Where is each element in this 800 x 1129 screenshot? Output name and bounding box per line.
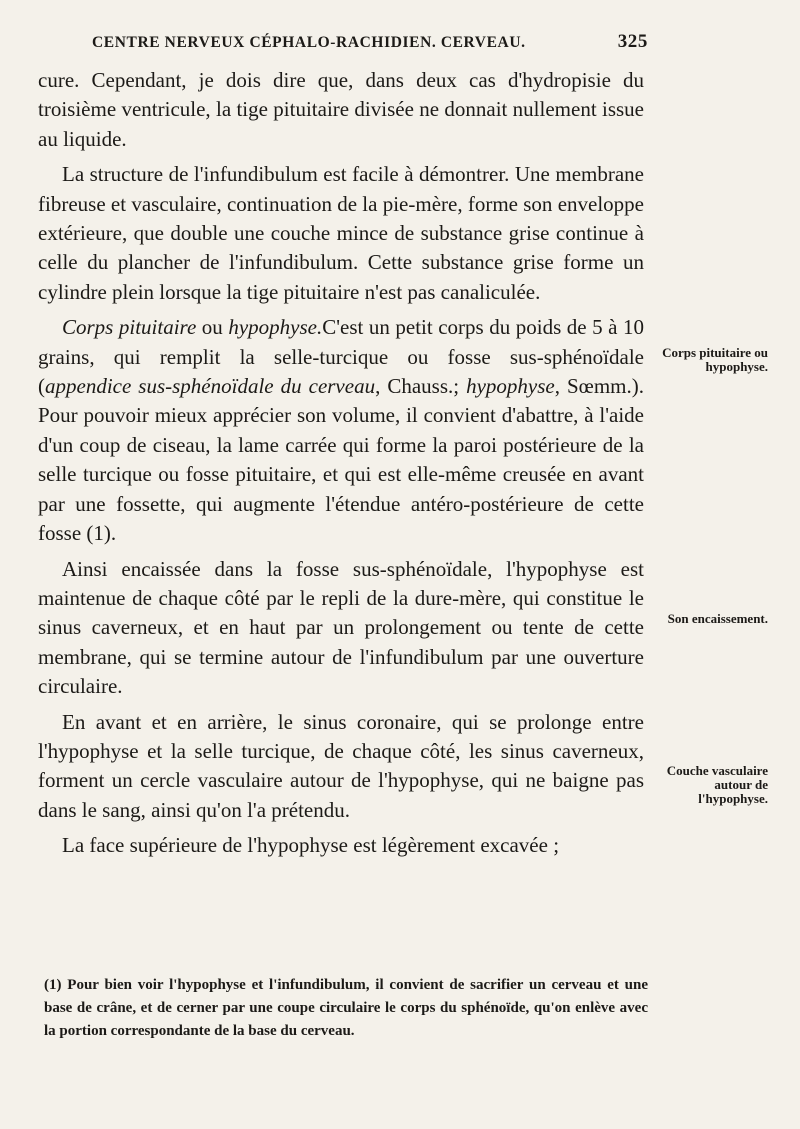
sidenote-encaissement: Son encaissement.	[667, 611, 768, 626]
paragraph-3-text-b: , Chauss.;	[375, 374, 467, 399]
conjunction-ou: ou	[196, 315, 229, 340]
synonym-appendice: appendice sus-sphénoïdale du cerveau	[45, 374, 376, 399]
footnote-1: (1) Pour bien voir l'hypophyse et l'infundibulum, il convient de sacrifier un cerveau et une base de crâne, et de cerner par une coupe circulaire le corps du sphénoïde, qu'on enlève avec la portion correspondante de la base du cerveau.	[44, 977, 648, 1039]
paragraph-3-text-a: C'est un petit corps du poids de 5 à 10 grains, qui remplit la selle-turcique ou fosse sus-sphénoïdale (	[38, 315, 644, 399]
main-text	[38, 66, 644, 861]
term-hypophyse: hypophyse.	[228, 315, 323, 340]
paragraph-4: Ainsi encaissée dans la fosse sus-sphénoïdale, l'hypophyse est maintenue de chaque côté par le repli de la dure-mère, qui constitue le sinus caverneux, et en haut par un prolongement ou tente de cette membrane, qui se termine autour de l'infundibulum par une ouverture circulaire.	[38, 556, 644, 699]
sidenote-corps-pituitaire: Corps pituitaire ou hypophyse.	[662, 345, 768, 374]
paragraph-1: cure. Cependant, je dois dire que, dans deux cas d'hydropisie du troisième ventricule, la tige pituitaire divisée ne donnait nullement issue au liquide.	[38, 68, 644, 151]
term-corps-pituitaire: Corps pituitaire	[62, 315, 197, 340]
footnote	[44, 974, 648, 1043]
paragraph-3-text-c: , Sœmm.). Pour pouvoir mieux apprécier son volume, il convient d'abattre, à l'aide d'un coup de ciseau, la lame carrée qui forme la paroi postérieure de la selle turcique ou fosse pituitaire, et qui est elle-même creusée en avant par une fossette, qui augmente l'étendue antéro-postérieure de cette fosse (1).	[38, 374, 644, 546]
sidenote-couche-vasculaire: Couche vasculaire autour de l'hypophyse.	[666, 763, 768, 806]
paragraph-6: La face supérieure de l'hypophyse est légèrement excavée ;	[62, 833, 560, 858]
synonym-hypophyse: hypophyse	[466, 374, 555, 399]
page-number: 325	[617, 31, 648, 52]
paragraph-3	[38, 313, 644, 548]
running-title: CENTRE NERVEUX CÉPHALO-RACHIDIEN. CERVEAU.	[92, 34, 526, 51]
paragraph-5: En avant et en arrière, le sinus coronaire, qui se prolonge entre l'hypophyse et la selle turcique, de chaque côté, les sinus caverneux, forment un cercle vasculaire autour de l'hypophyse, qui ne baigne pas dans le sang, ainsi qu'on l'a prétendu.	[38, 709, 644, 822]
paragraph-2: La structure de l'infundibulum est facile à démontrer. Une membrane fibreuse et vasculaire, continuation de la pie-mère, forme son enveloppe extérieure, que double une couche mince de substance grise continue à celle du plancher de l'infundibulum. Cette substance grise forme un cylindre plein lorsque la tige pituitaire n'est pas canaliculée.	[38, 162, 644, 304]
